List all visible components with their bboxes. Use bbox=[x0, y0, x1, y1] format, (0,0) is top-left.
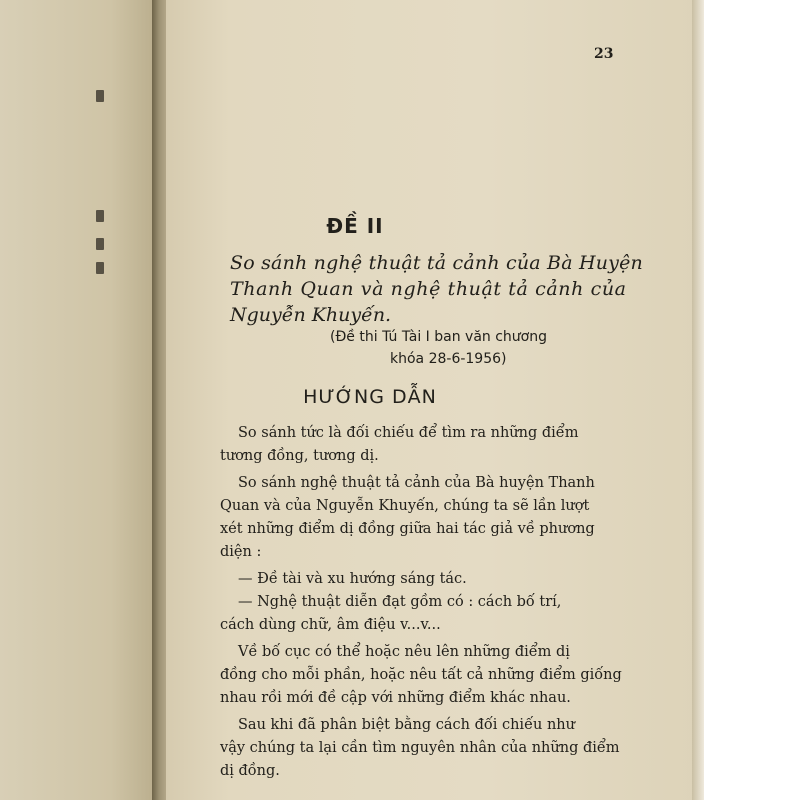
left-page bbox=[0, 0, 158, 800]
guide-body bbox=[220, 422, 690, 783]
left-page-text-fragment bbox=[96, 90, 104, 102]
body-line: dị đồng. bbox=[220, 763, 280, 779]
exam-citation bbox=[330, 326, 600, 370]
guide-heading: HƯỚNG DẪN bbox=[303, 386, 437, 408]
body-line: đồng cho mỗi phần, hoặc nêu tất cả những điểm giống bbox=[220, 667, 622, 683]
left-page-text-fragment bbox=[96, 210, 104, 222]
left-page-text-fragment bbox=[96, 262, 104, 274]
left-page-text-fragment bbox=[96, 238, 104, 250]
body-line: Về bố cục có thể hoặc nêu lên những điểm dị bbox=[238, 644, 570, 660]
body-line: tương đồng, tương dị. bbox=[220, 448, 379, 464]
prompt-line: Nguyễn Khuyến. bbox=[230, 304, 392, 326]
citation-line: (Đề thi Tú Tài I ban văn chương bbox=[330, 329, 547, 345]
page-number: 23 bbox=[594, 46, 614, 62]
exercise-heading: ĐỀ II bbox=[326, 214, 384, 238]
prompt-line: Thanh Quan và nghệ thuật tả cảnh của bbox=[230, 278, 627, 300]
body-line: nhau rồi mới đề cập với những điểm khác nhau. bbox=[220, 690, 571, 706]
page-edge bbox=[692, 0, 704, 800]
body-line: vậy chúng ta lại cần tìm nguyên nhân của những điểm bbox=[220, 740, 620, 756]
body-line: Quan và của Nguyễn Khuyến, chúng ta sẽ lần lượt bbox=[220, 498, 590, 514]
exercise-prompt bbox=[230, 250, 650, 328]
prompt-line: So sánh nghệ thuật tả cảnh của Bà Huyện bbox=[230, 252, 643, 274]
body-line: Sau khi đã phân biệt bằng cách đối chiếu như bbox=[238, 717, 575, 733]
body-line: xét những điểm dị đồng giữa hai tác giả về phương bbox=[220, 521, 595, 537]
body-line: cách dùng chữ, âm điệu v...v... bbox=[220, 617, 441, 633]
body-line: — Đề tài và xu hướng sáng tác. bbox=[238, 571, 467, 587]
body-line: So sánh nghệ thuật tả cảnh của Bà huyện Thanh bbox=[238, 475, 595, 491]
body-line: diện : bbox=[220, 544, 262, 560]
citation-line: khóa 28-6-1956) bbox=[390, 351, 507, 367]
body-line: — Nghệ thuật diễn đạt gồm có : cách bố trí, bbox=[238, 594, 562, 610]
body-line: So sánh tức là đối chiếu để tìm ra những điểm bbox=[238, 425, 579, 441]
